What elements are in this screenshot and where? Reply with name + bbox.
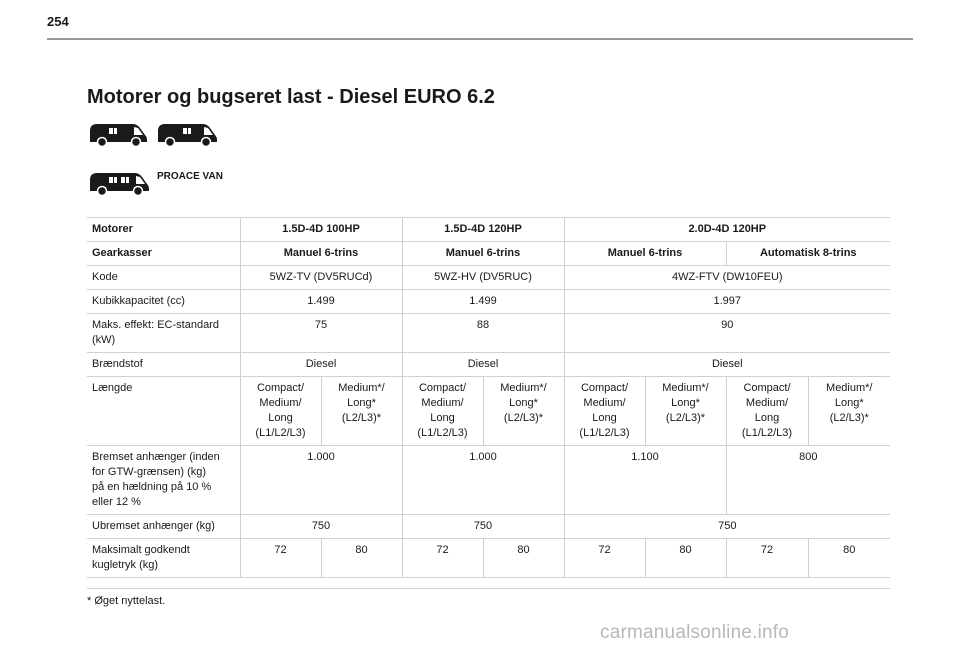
length-line: Long — [268, 412, 293, 424]
length-cell — [726, 377, 808, 446]
length-line: (L2/L3)* — [503, 412, 544, 424]
length-line: Medium*/ — [826, 382, 873, 394]
row-label-fuel: Brændstof — [87, 353, 240, 377]
length-cell — [564, 377, 645, 446]
length-line: (L2/L3)* — [341, 412, 382, 424]
engine-header: 2.0D-4D 120HP — [564, 218, 890, 242]
table-row — [87, 353, 890, 377]
van-long-icon — [155, 118, 219, 148]
page-number: 254 — [47, 14, 69, 29]
ball-load-cell: 80 — [483, 539, 564, 578]
header-divider — [47, 38, 913, 40]
label-line: eller 12 % — [92, 496, 141, 508]
code-cell: 5WZ-TV (DV5RUCd) — [240, 266, 402, 290]
table-row — [87, 290, 890, 314]
length-line: (L2/L3)* — [829, 412, 869, 424]
length-line: Long* — [671, 397, 700, 409]
ball-load-cell: 80 — [645, 539, 726, 578]
unbraked-trailer-cell: 750 — [240, 515, 402, 539]
length-line: Compact/ — [580, 382, 629, 394]
label-line: kugletryk (kg) — [92, 559, 159, 571]
displacement-cell: 1.499 — [240, 290, 402, 314]
ball-load-cell: 72 — [240, 539, 321, 578]
table-row — [87, 266, 890, 290]
displacement-cell: 1.499 — [402, 290, 564, 314]
ball-load-cell: 72 — [402, 539, 483, 578]
page-title: Motorer og bugseret last - Diesel EURO 6.2 — [87, 86, 495, 108]
table-row — [87, 218, 890, 242]
length-line: Compact/ — [418, 382, 467, 394]
length-line: Medium*/ — [500, 382, 547, 394]
unbraked-trailer-cell: 750 — [564, 515, 890, 539]
ball-load-cell: 80 — [808, 539, 890, 578]
braked-trailer-cell: 1.000 — [240, 446, 402, 515]
length-line: Long* — [509, 397, 538, 409]
braked-trailer-cell: 800 — [726, 446, 890, 515]
table-row — [87, 242, 890, 266]
length-line: Long — [592, 412, 617, 424]
length-line: Long* — [834, 397, 864, 409]
row-label-displacement: Kubikkapacitet (cc) — [87, 290, 240, 314]
engine-header: 1.5D-4D 100HP — [240, 218, 402, 242]
row-label-gearbox: Gearkasser — [87, 242, 240, 266]
row-label-code: Kode — [87, 266, 240, 290]
braked-trailer-cell: 1.000 — [402, 446, 564, 515]
model-label: PROACE VAN — [157, 171, 223, 182]
label-line: for GTW-grænsen) (kg) — [92, 466, 207, 478]
length-line: Medium*/ — [338, 382, 385, 394]
ball-load-cell: 72 — [726, 539, 808, 578]
length-line: Medium/ — [421, 397, 464, 409]
table-row — [87, 515, 890, 539]
van-crew-icon — [87, 167, 151, 197]
power-cell: 88 — [402, 314, 564, 353]
watermark: carmanualsonline.info — [600, 622, 790, 643]
table-row — [87, 314, 890, 353]
gearbox-cell: Manuel 6-trins — [564, 242, 726, 266]
length-cell — [483, 377, 564, 446]
footnote-divider — [87, 588, 890, 589]
length-line: (L1/L2/L3) — [417, 427, 468, 439]
ball-load-cell: 72 — [564, 539, 645, 578]
unbraked-trailer-cell: 750 — [402, 515, 564, 539]
row-label-braked-trailer — [87, 446, 240, 515]
code-cell: 4WZ-FTV (DW10FEU) — [564, 266, 890, 290]
length-line: (L2/L3)* — [665, 412, 706, 424]
table-row — [87, 446, 890, 515]
gearbox-cell: Manuel 6-trins — [402, 242, 564, 266]
table-row — [87, 539, 890, 578]
row-label-length: Længde — [87, 377, 240, 446]
displacement-cell: 1.997 — [564, 290, 890, 314]
row-label-ball-load — [87, 539, 240, 578]
length-line: Medium/ — [745, 397, 789, 409]
length-line: Medium/ — [259, 397, 302, 409]
van-short-icon — [87, 118, 149, 148]
fuel-cell: Diesel — [402, 353, 564, 377]
power-cell: 90 — [564, 314, 890, 353]
length-line: Long — [754, 412, 780, 424]
length-cell — [402, 377, 483, 446]
code-cell: 5WZ-HV (DV5RUC) — [402, 266, 564, 290]
row-label-power: Maks. effekt: EC-standard (kW) — [87, 314, 240, 353]
footnote: * Øget nyttelast. — [87, 595, 166, 607]
length-line: Compact/ — [743, 382, 791, 394]
fuel-cell: Diesel — [240, 353, 402, 377]
label-line: på en hældning på 10 % — [92, 481, 212, 493]
engine-spec-table — [87, 217, 890, 578]
braked-trailer-cell: 1.100 — [564, 446, 726, 515]
length-line: Long* — [347, 397, 376, 409]
gearbox-cell: Manuel 6-trins — [240, 242, 402, 266]
length-line: Compact/ — [256, 382, 305, 394]
length-line: (L1/L2/L3) — [579, 427, 630, 439]
row-label-engines: Motorer — [87, 218, 240, 242]
label-line: Bremset anhænger (inden — [92, 451, 220, 463]
engine-header: 1.5D-4D 120HP — [402, 218, 564, 242]
length-line: Medium/ — [583, 397, 626, 409]
label-line: Maksimalt godkendt — [92, 544, 190, 556]
row-label-unbraked-trailer: Ubremset anhænger (kg) — [87, 515, 240, 539]
power-cell: 75 — [240, 314, 402, 353]
length-line: (L1/L2/L3) — [255, 427, 306, 439]
length-line: Medium*/ — [662, 382, 709, 394]
length-cell — [321, 377, 402, 446]
length-line: Long — [430, 412, 455, 424]
length-line: (L1/L2/L3) — [741, 427, 793, 439]
table-row — [87, 377, 890, 446]
length-cell — [240, 377, 321, 446]
fuel-cell: Diesel — [564, 353, 890, 377]
length-cell — [808, 377, 890, 446]
length-cell — [645, 377, 726, 446]
ball-load-cell: 80 — [321, 539, 402, 578]
gearbox-cell: Automatisk 8-trins — [726, 242, 890, 266]
